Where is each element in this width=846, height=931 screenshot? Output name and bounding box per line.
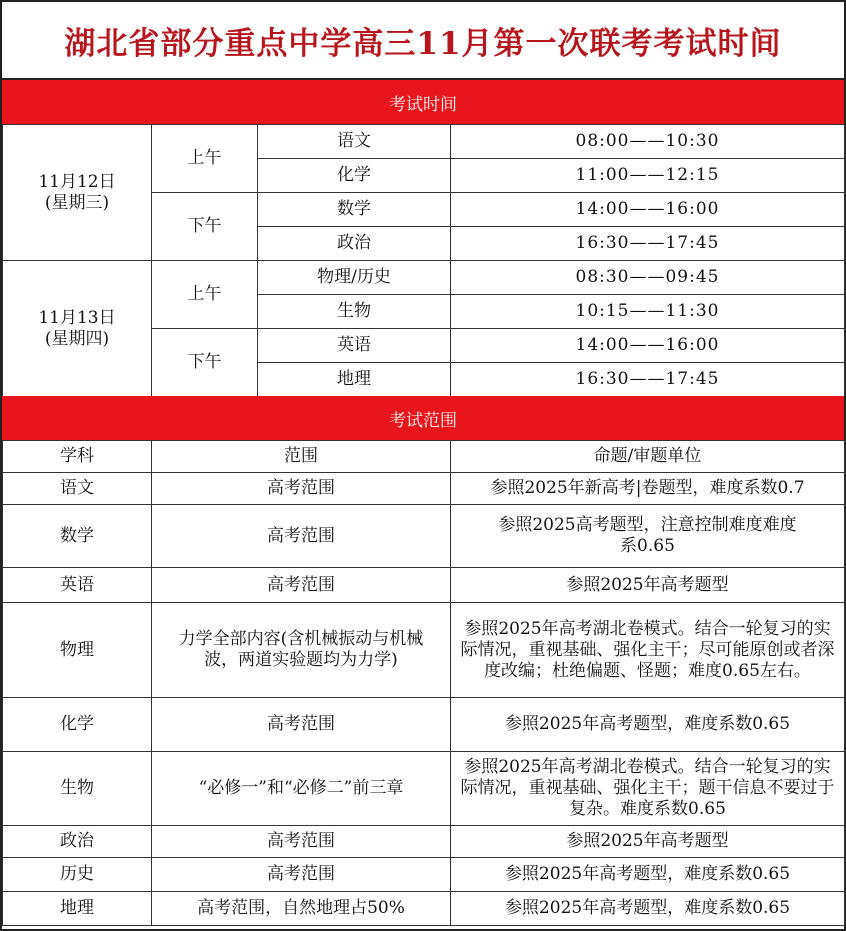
scope-subject: 政治 [3,826,152,858]
period-cell: 下午 [152,329,258,397]
scope-range: 力学全部内容(含机械振动与机械波，两道实验题均为力学) [152,603,451,698]
subject-cell: 化学 [258,159,451,193]
period-cell: 下午 [152,193,258,261]
scope-range: 高考范围 [152,698,451,752]
day-cell [3,125,152,261]
header-range: 范围 [152,441,451,473]
time-cell: 14:00——16:00 [451,193,845,227]
period-cell: 上午 [152,125,258,193]
table-header-row [3,441,845,473]
table-row [3,261,845,295]
scope-range: 高考范围 [152,568,451,603]
scope-unit: 参照2025年高考湖北卷模式。结合一轮复习的实际情况，重视基础、强化主干；题干信息不要过于复杂。难度系数0.65 [451,752,845,826]
scope-range: 高考范围 [152,826,451,858]
scope-unit: 参照2025年高考题型，难度系数0.65 [451,698,845,752]
scope-unit: 参照2025年高考题型 [451,826,845,858]
scope-unit: 参照2025年新高考|卷题型，难度系数0.7 [451,473,845,505]
scope-range: 高考范围 [152,473,451,505]
subject-cell: 语文 [258,125,451,159]
scope-subject: 地理 [3,892,152,926]
schedule-table [2,124,845,397]
exam-weekday: (星期三) [44,192,110,213]
subject-cell: 数学 [258,193,451,227]
table-row [3,125,845,159]
table-row [3,752,845,826]
table-row [3,826,845,858]
time-cell: 08:00——10:30 [451,125,845,159]
page-title: 湖北省部分重点中学高三11月第一次联考考试时间 [2,2,844,80]
exam-weekday: (星期四) [44,328,110,349]
scope-range: “必修一”和“必修二”前三章 [152,752,451,826]
subject-cell: 英语 [258,329,451,363]
scope-unit: 参照2025年高考题型 [451,568,845,603]
scope-subject: 数学 [3,505,152,568]
scope-unit: 参照2025年高考题型，难度系数0.65 [451,858,845,892]
scope-unit: 参照2025年高考湖北卷模式。结合一轮复习的实际情况，重视基础、强化主干；尽可能原创或者深度改编；杜绝偏题、怪题；难度0.65左右。 [451,603,845,698]
table-row [3,892,845,926]
day-cell [3,261,152,397]
scope-range: 高考范围 [152,505,451,568]
subject-cell: 生物 [258,295,451,329]
time-cell: 08:30——09:45 [451,261,845,295]
scope-subject: 生物 [3,752,152,826]
table-row [3,568,845,603]
schedule-banner: 考试时间 [2,80,844,124]
header-unit: 命题/审题单位 [451,441,845,473]
exam-date: 11月13日 [38,307,116,328]
subject-cell: 物理/历史 [258,261,451,295]
period-cell: 上午 [152,261,258,329]
scope-subject: 英语 [3,568,152,603]
scope-unit: 参照2025高考题型，注意控制难度难度系0.65 [451,505,845,568]
scope-table [2,440,845,926]
scope-subject: 物理 [3,603,152,698]
subject-cell: 政治 [258,227,451,261]
table-row [3,603,845,698]
table-row [3,505,845,568]
time-cell: 10:15——11:30 [451,295,845,329]
table-row [3,698,845,752]
subject-cell: 地理 [258,363,451,397]
scope-subject: 化学 [3,698,152,752]
time-cell: 14:00——16:00 [451,329,845,363]
scope-subject: 历史 [3,858,152,892]
scope-range: 高考范围 [152,858,451,892]
scope-banner: 考试范围 [2,396,844,440]
exam-date: 11月12日 [38,171,116,192]
header-subject: 学科 [3,441,152,473]
time-cell: 11:00——12:15 [451,159,845,193]
scope-range: 高考范围，自然地理占50% [152,892,451,926]
scope-unit: 参照2025年高考题型，难度系数0.65 [451,892,845,926]
time-cell: 16:30——17:45 [451,227,845,261]
table-row [3,473,845,505]
scope-subject: 语文 [3,473,152,505]
time-cell: 16:30——17:45 [451,363,845,397]
table-row [3,858,845,892]
